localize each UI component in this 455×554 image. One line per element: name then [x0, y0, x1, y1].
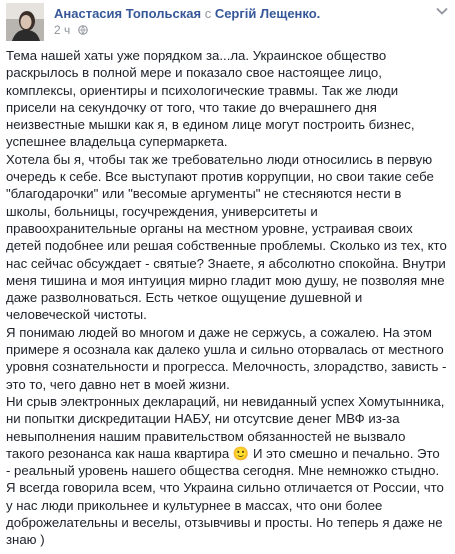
post-timestamp[interactable]: 2 ч [54, 23, 71, 37]
author-name[interactable]: Анастасия Топольская [54, 6, 202, 21]
post-paragraph: Я понимаю людей во многом и даже не сержусь, а сожалею. На этом примере я осознала как далеко ушла и сильно оторвалась от местного уровня сознательности и прогресса. Мелочность, злорадство, зависть - это то, чего давно нет в моей жизни. [6, 324, 447, 392]
globe-icon [78, 25, 88, 35]
tagged-person[interactable]: Сергій Лещенко. [214, 6, 321, 21]
author-line [54, 6, 320, 21]
post-paragraph: Тема нашей хаты уже порядком за...ла. Украинское общество раскрылось в полной мере и показало свое настоящее лицо, комплексы, ориентиры и психологические травмы. Так же люди присели на секундочку от того, что такие до вчерашнего дня неизвестные мышки как я, в едином лице могут построить бизнес, успешнее владельца супермаркета. [6, 48, 415, 150]
post-paragraph: Ни срыв электронных деклараций, ни невиданный успех Хомутынника, ни попытки дискредитации НАБУ, ни отсутсвие денег МВФ из-за невыполнения нашим правительством обязанностей не вызвало такого резонанса как наша квартира 🙂 И это смешно и печально. Это - реальный уровень нашего общества сегодня. Мне немножко стыдно. Я всегда говорила всем, что Украина сильно отличается от России, что у нас люди прикольнее и культурнее в массах, что они более доброжелательны и веселы, отзывчивы и просты. Но теперь я даже не знаю ) [6, 393, 445, 548]
chevron-down-icon[interactable] [435, 6, 449, 16]
post-paragraph: Хотела бы я, чтобы так же требовательно люди относились в первую очередь к себе. Все выступают против коррупции, но свои такие себе "благодарочки" или "весомые аргументы" не стесняются нести в школы, больницы, госучреждения, университеты и правоохранительные органы на местном уровне, устраивая своих детей подобнее или решая собственные проблемы. Сколько из тех, кто нас сейчас обсуждает - святые? Знаете, я абсолютно спокойна. Внутри меня тишина и моя интуиция мирно гладит мою душу, не позволяя мне даже разволноваться. Есть четкое ощущение душевной и человеческой чистоты. [6, 151, 447, 323]
post-header [0, 0, 455, 40]
with-label: с [204, 6, 212, 21]
avatar[interactable] [6, 3, 44, 41]
post-meta [54, 23, 88, 37]
post-text [6, 47, 447, 549]
profile-photo [6, 3, 44, 41]
